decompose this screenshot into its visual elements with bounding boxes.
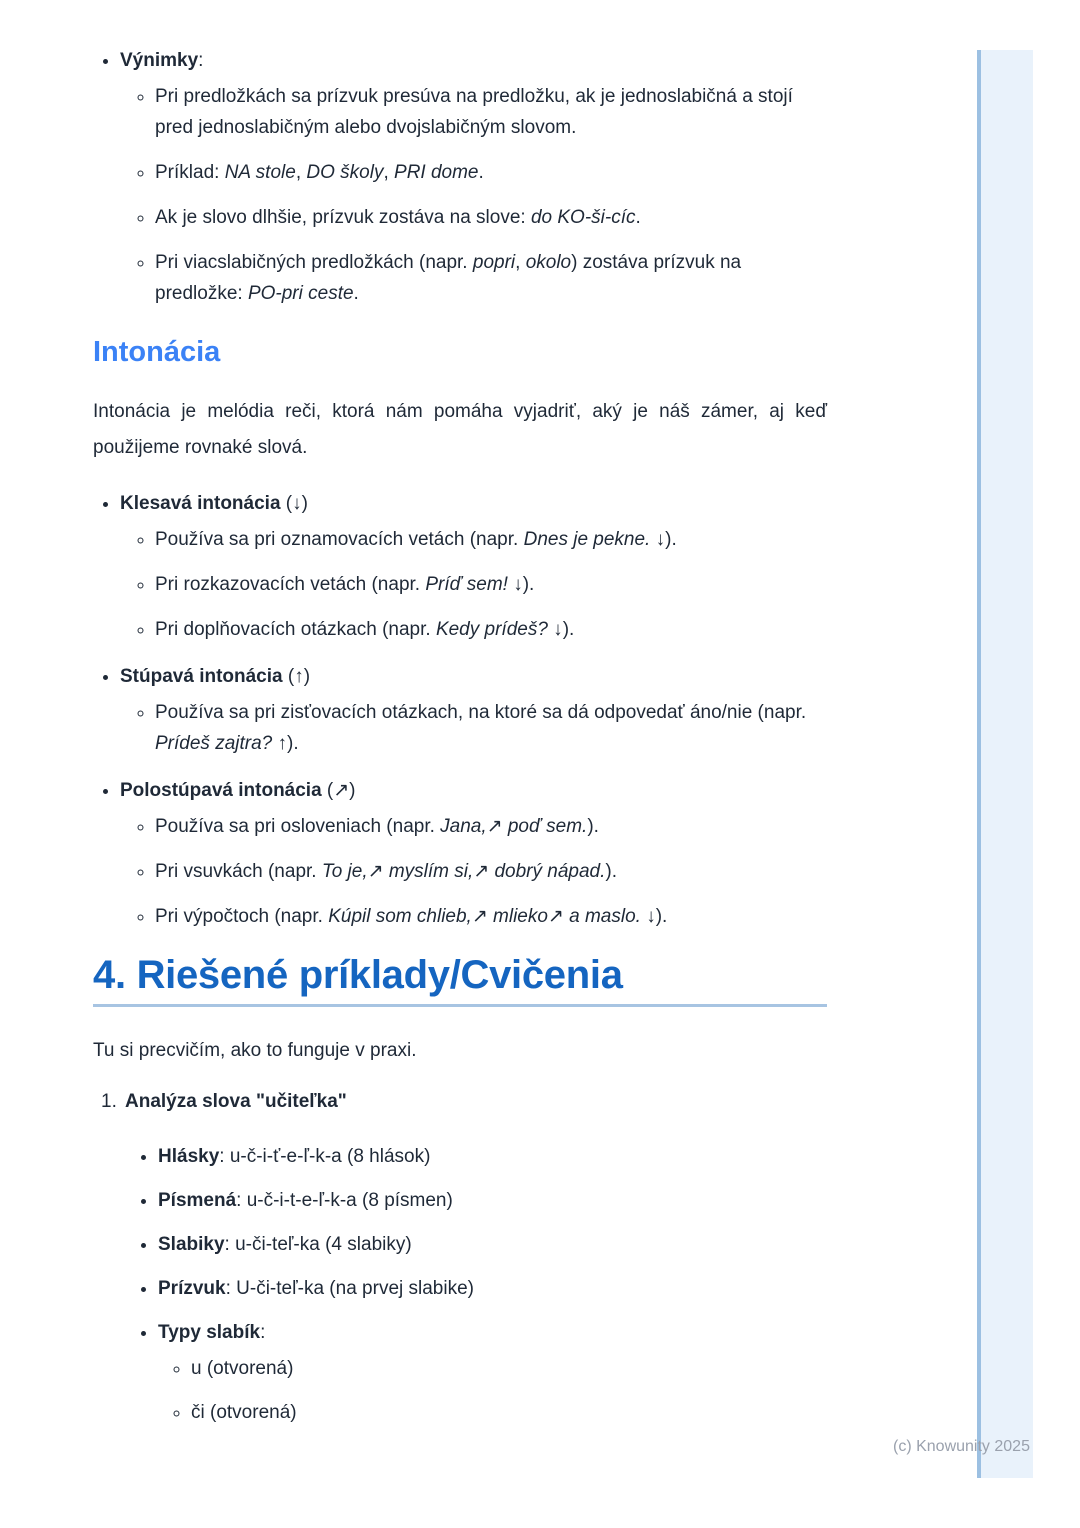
list-item: ◦ Pri predložkách sa prízvuk presúva na predložku, ak je jednoslabičná a stojí pred jednoslabičným alebo dvojslabičným slovom.	[155, 81, 827, 143]
analysis-item-hlasky: • Hlásky: u-č-i-ť-e-ľ-k-a (8 hlások)	[158, 1141, 827, 1172]
analysis-item-pismena: • Písmená: u-č-i-t-e-ľ-k-a (8 písmen)	[158, 1185, 827, 1216]
exceptions-sublist	[120, 81, 827, 309]
analysis-item-slabiky: • Slabiky: u-či-teľ-ka (4 slabiky)	[158, 1229, 827, 1260]
intonation-usage-list	[120, 524, 827, 645]
list-item: ◦ Používa sa pri oznamovacích vetách (napr. Dnes je pekne. ↓).	[155, 524, 827, 555]
typy-slabik-label: Typy slabík:	[158, 1322, 266, 1343]
intonation-type-rising	[120, 661, 827, 759]
syllable-type-item: ◦ či (otvorená)	[191, 1397, 827, 1428]
section-heading-4: 4. Riešené príklady/Cvičenia	[93, 953, 623, 997]
exercises-list	[93, 1086, 827, 1428]
exercise-item	[101, 1086, 827, 1428]
intonation-type-title: Polostúpavá intonácia (↗)	[120, 780, 356, 801]
intonation-type-title: Klesavá intonácia (↓)	[120, 493, 308, 514]
right-margin-strip	[977, 50, 1033, 1478]
list-item: ◦ Pri výpočtoch (napr. Kúpil som chlieb,↗ mlieko↗ a maslo. ↓).	[155, 901, 827, 932]
exceptions-title: Výnimky:	[120, 50, 204, 71]
list-item: ◦ Používa sa pri osloveniach (napr. Jana,↗ poď sem.).	[155, 811, 827, 842]
intonation-type-falling	[120, 488, 827, 645]
practice-intro: Tu si precvičím, ako to funguje v praxi.	[93, 1040, 417, 1061]
list-item: ◦ Pri doplňovacích otázkach (napr. Kedy prídeš? ↓).	[155, 614, 827, 645]
list-item: ◦ Príklad: NA stole, DO školy, PRI dome.	[155, 157, 827, 188]
intonation-list	[93, 488, 827, 932]
intonation-usage-list	[120, 697, 827, 759]
syllable-types-list	[158, 1353, 827, 1428]
analysis-list	[125, 1141, 827, 1428]
intonation-type-half-rising	[120, 775, 827, 932]
exercise-title: Analýza slova "učiteľka"	[125, 1091, 347, 1112]
section-divider	[93, 1004, 827, 1007]
watermark: (c) Knowunity 2025	[893, 1438, 1030, 1455]
syllable-type-item: ◦ u (otvorená)	[191, 1353, 827, 1384]
exercise-number: 1.	[101, 1091, 117, 1112]
list-item: ◦ Ak je slovo dlhšie, prízvuk zostáva na slove: do KO-ši-cíc.	[155, 202, 827, 233]
document-page	[93, 45, 827, 1441]
list-item: ◦ Používa sa pri zisťovacích otázkach, na ktoré sa dá odpovedať áno/nie (napr. Prídeš zajtra? ↑).	[155, 697, 827, 759]
analysis-item-typy-slabik	[158, 1317, 827, 1428]
intonacia-intro: Intonácia je melódia reči, ktorá nám pomáha vyjadriť, aký je náš zámer, aj keď použijeme rovnaké slová.	[93, 401, 827, 458]
exceptions-group	[120, 45, 827, 309]
analysis-item-prizvuk: • Prízvuk: U-či-teľ-ka (na prvej slabike)	[158, 1273, 827, 1304]
exceptions-list	[93, 45, 827, 309]
intonation-usage-list	[120, 811, 827, 932]
section-heading-intonacia: Intonácia	[93, 336, 221, 368]
list-item: ◦ Pri vsuvkách (napr. To je,↗ myslím si,↗ dobrý nápad.).	[155, 856, 827, 887]
list-item: ◦ Pri viacslabičných predložkách (napr. popri, okolo) zostáva prízvuk na predložke: PO-pri ceste.	[155, 247, 827, 309]
list-item: ◦ Pri rozkazovacích vetách (napr. Príď sem! ↓).	[155, 569, 827, 600]
intonation-type-title: Stúpavá intonácia (↑)	[120, 666, 311, 687]
